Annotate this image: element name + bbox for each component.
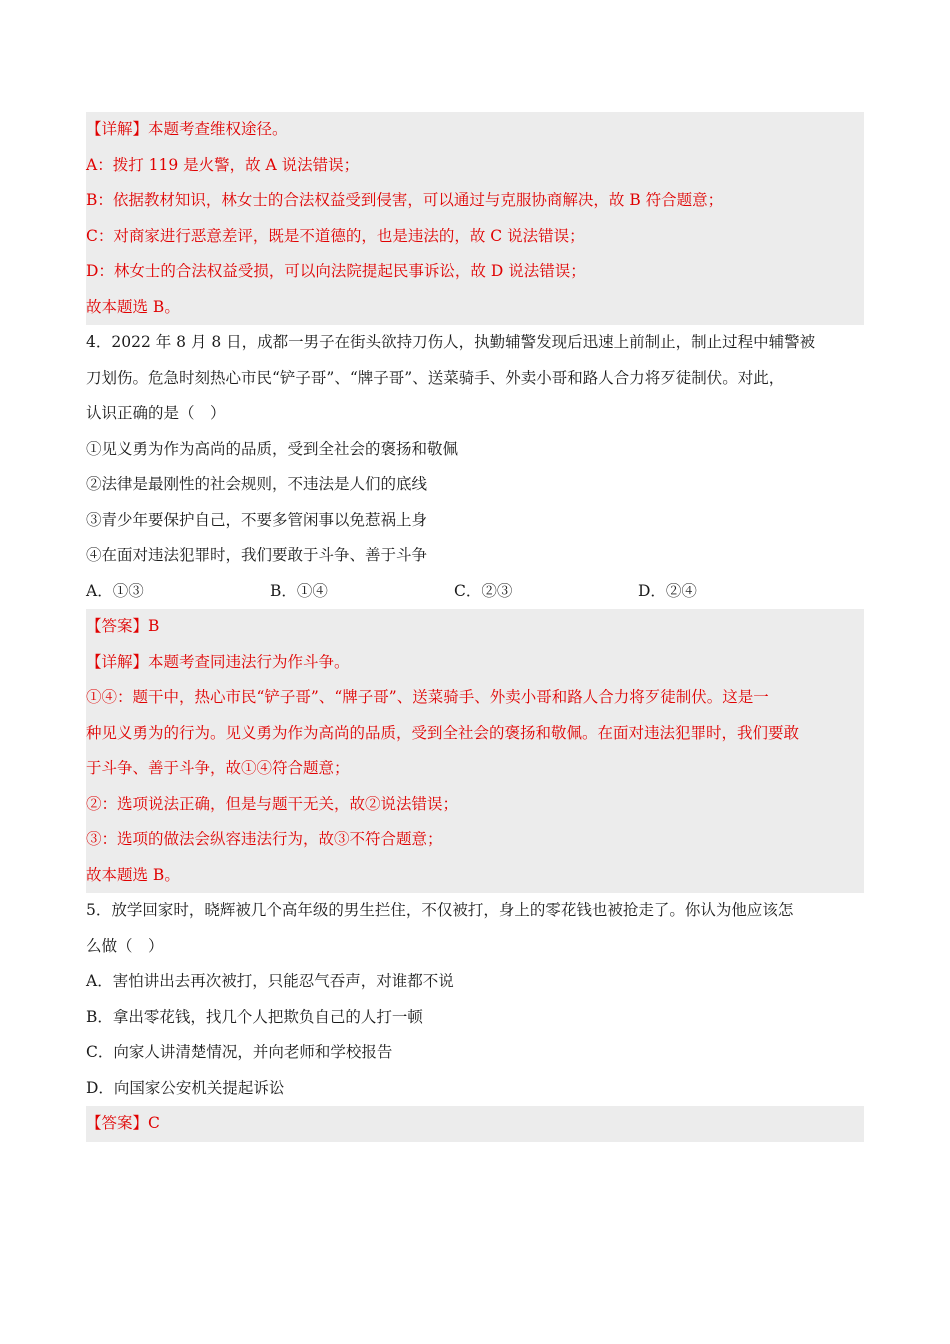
q4-explain-line-1: ①④：题干中，热心市民“铲子哥”、“牌子哥”、送菜骑手、外卖小哥和路人合力将歹徒制伏。这是一 [86,688,769,706]
q5-option-d: D．向国家公安机关提起诉讼 [86,1078,285,1097]
q3-explanation-block [86,112,864,325]
explain-label: 【详解】 [86,120,149,138]
q4-statement-1: ①见义勇为作为高尚的品质，受到全社会的褒扬和敬佩 [86,439,459,458]
q4-option-a: A．①③ [86,581,144,600]
q5-answer-block [86,1106,864,1142]
q4-stem-line-1: 4．2022 年 8 月 8 日，成都一男子在街头欲持刀伤人，执勤辅警发现后迅速上前制止，制止过程中辅警被 [86,333,816,351]
q3-explain-line-b: B：依据教材知识，林女士的合法权益受到侵害，可以通过与克服协商解决，故 B 符合题意； [86,191,724,209]
answer-value: C [148,1114,160,1132]
q4-options [86,574,864,610]
q4-explain-line-5: ③：选项的做法会纵容违法行为，故③不符合题意； [86,830,443,848]
q4-statement-4: ④在面对违法犯罪时，我们要敢于斗争、善于斗争 [86,546,428,564]
q4-option-d: D．②④ [638,581,697,600]
answer-value: B [148,617,160,635]
q5-question [86,893,864,1106]
q4-explain-intro-line [86,645,864,681]
q4-explain-line-3: 于斗争、善于斗争，故①④符合题意； [86,759,350,777]
q5-option-c: C．向家人讲清楚情况，并向老师和学校报告 [86,1043,393,1061]
q3-explain-line-c: C：对商家进行恶意差评，既是不道德的，也是违法的，故 C 说法错误； [86,226,585,245]
q4-stem-line-3: 认识正确的是（ ） [86,404,226,422]
explain-label: 【详解】 [86,652,149,671]
q5-option-a: A．害怕讲出去再次被打，只能忍气吞声，对谁都不说 [86,972,454,990]
q4-statement-2: ②法律是最刚性的社会规则，不违法是人们的底线 [86,475,428,493]
q4-stem-line-2: 刀划伤。危急时刻热心市民“铲子哥”、“牌子哥”、送菜骑手、外卖小哥和路人合力将歹徒制伏。对此， [86,368,785,387]
q3-explain-intro-line [86,112,864,148]
q5-answer-line [86,1106,864,1142]
q4-option-b: B．①④ [270,581,328,600]
q4-answer-line [86,609,864,645]
answer-label: 【答案】 [86,1114,149,1132]
q4-statement-3: ③青少年要保护自己，不要多管闲事以免惹祸上身 [86,510,428,529]
explain-intro: 本题考查维权途径。 [148,120,288,138]
q4-explain-conclusion: 故本题选 B。 [86,865,180,884]
q4-option-c: C．②③ [454,581,513,600]
q4-explain-line-2: 种见义勇为的行为。见义勇为作为高尚的品质，受到全社会的褒扬和敬佩。在面对违法犯罪时，我们要敢 [86,723,800,742]
q4-question [86,325,864,609]
q4-explain-line-4: ②：选项说法正确，但是与题干无关，故②说法错误； [86,794,459,813]
answer-label: 【答案】 [86,617,149,635]
document-page [86,112,864,1142]
q5-option-b: B．拿出零花钱，找几个人把欺负自己的人打一顿 [86,1007,423,1026]
q3-explain-conclusion: 故本题选 B。 [86,297,180,316]
explain-intro: 本题考查同违法行为作斗争。 [148,652,350,671]
q3-explain-line-a: A：拨打 119 是火警，故 A 说法错误； [86,155,360,174]
q4-answer-block [86,609,864,893]
q5-stem-line-2: 么做（ ） [86,936,164,955]
q5-stem-line-1: 5．放学回家时，晓辉被几个高年级的男生拦住，不仅被打，身上的零花钱也被抢走了。你认为他应该怎 [86,901,794,919]
q3-explain-line-d: D：林女士的合法权益受损，可以向法院提起民事诉讼，故 D 说法错误； [86,262,586,280]
